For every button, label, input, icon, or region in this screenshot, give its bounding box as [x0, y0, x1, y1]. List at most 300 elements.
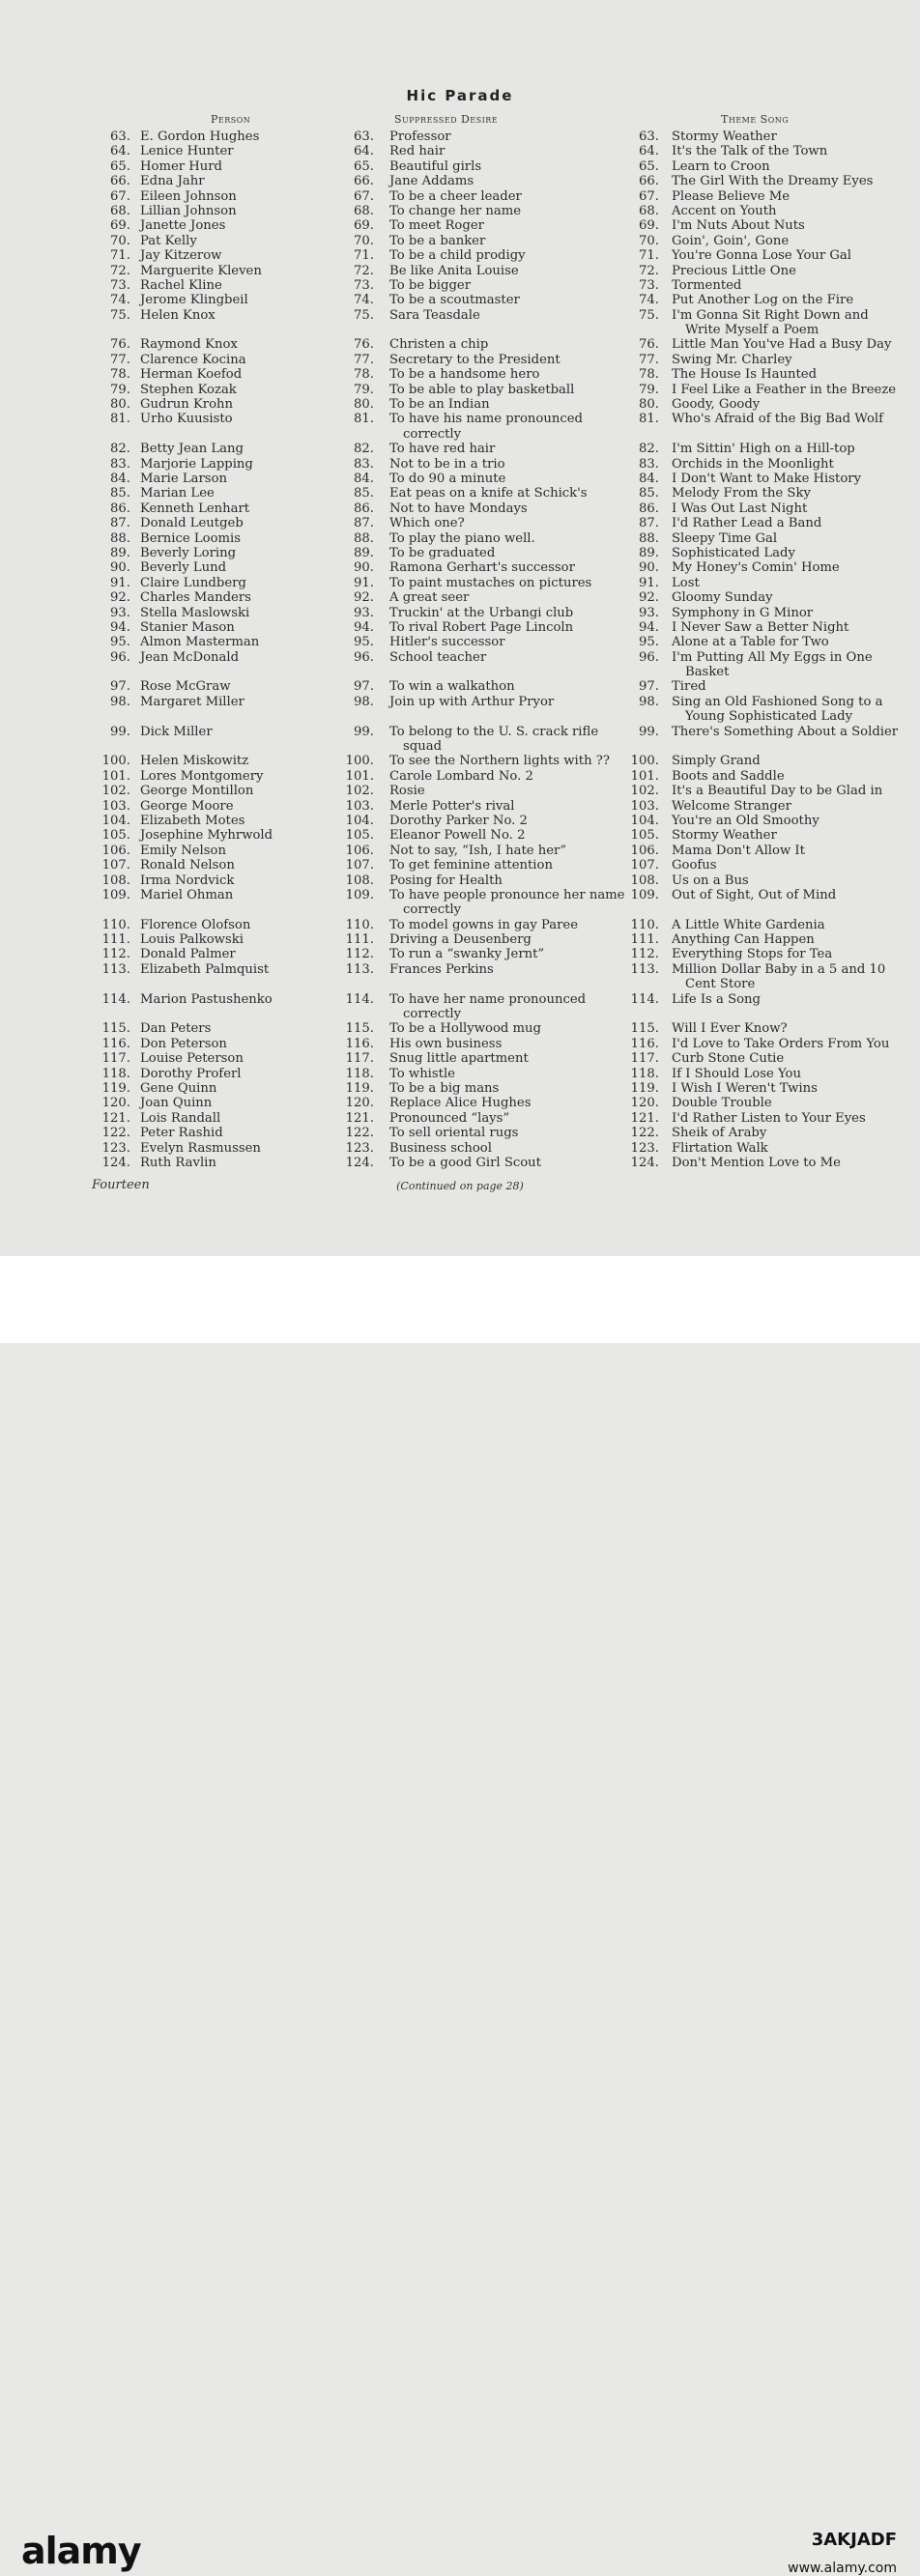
desire-entry-text: Driving a Deusenberg: [389, 932, 532, 948]
person-entry-number: 114.: [101, 991, 130, 1007]
person-entry-text: Stanier Mason: [140, 619, 235, 635]
person-entry-number: 110.: [101, 917, 130, 932]
song-entry-number: 108.: [630, 873, 659, 888]
person-entry-text: Josephine Myhrwold: [140, 828, 273, 844]
person-entry-text: Jerome Klingbeil: [140, 293, 248, 308]
desire-entry-text: squad: [403, 739, 443, 755]
person-entry-number: 111.: [101, 932, 130, 948]
song-entry-text: Who's Afraid of the Big Bad Wolf: [672, 412, 883, 427]
desire-entry-text: Business school: [389, 1140, 492, 1156]
song-entry-text: Anything Can Happen: [672, 932, 815, 948]
song-entry-text: The Girl With the Dreamy Eyes: [672, 174, 874, 189]
song-entry-text: Gloomy Sunday: [672, 590, 773, 606]
desire-entry-number: 111.: [345, 932, 374, 948]
desire-entry-text: To play the piano well.: [389, 530, 535, 546]
person-entry-text: Lores Montgomery: [140, 768, 264, 784]
person-entry-text: Marian Lee: [140, 486, 215, 501]
person-entry-text: Louise Peterson: [140, 1051, 244, 1067]
song-entry-text: The House Is Haunted: [672, 367, 818, 383]
person-entry-text: Dick Miller: [140, 724, 213, 739]
song-entry-text: Basket: [685, 665, 730, 680]
person-entry-number: 109.: [101, 887, 130, 902]
song-entry-text: Precious Little One: [672, 263, 796, 278]
desire-entry-number: 107.: [345, 858, 374, 873]
song-entry-number: 112.: [630, 947, 659, 962]
person-entry-text: Lillian Johnson: [140, 203, 237, 218]
song-entry-number: 66.: [639, 174, 659, 189]
person-entry-number: 123.: [101, 1140, 130, 1156]
desire-entry-number: 70.: [354, 233, 374, 248]
desire-entry-number: 84.: [354, 471, 374, 486]
desire-entry-number: 100.: [345, 754, 374, 769]
person-entry-text: Dan Peters: [140, 1021, 212, 1037]
desire-entry-number: 69.: [354, 218, 374, 234]
song-entry-text: Million Dollar Baby in a 5 and 10: [672, 961, 886, 977]
desire-entry-text: To belong to the U. S. crack rifle: [389, 724, 599, 739]
person-entry-text: Donald Leutgeb: [140, 516, 244, 531]
song-entry-number: 107.: [630, 858, 659, 873]
desire-entry-text: correctly: [403, 902, 462, 918]
song-entry-text: Cent Store: [685, 977, 756, 992]
song-entry-text: Tormented: [672, 277, 742, 293]
brand-logo: alamy: [21, 2530, 141, 2572]
person-entry-number: 69.: [110, 218, 130, 234]
song-entry-number: 64.: [639, 144, 659, 159]
person-entry-number: 94.: [110, 619, 130, 635]
song-entry-text: Little Man You've Had a Busy Day: [672, 337, 892, 353]
song-entry-number: 104.: [630, 813, 659, 828]
desire-entry-number: 93.: [354, 605, 374, 620]
watermark-band: [0, 1256, 920, 2576]
desire-entry-text: To be a banker: [389, 233, 486, 248]
person-entry-number: 124.: [101, 1155, 130, 1170]
song-entry-number: 119.: [630, 1081, 659, 1096]
song-entry-number: 123.: [630, 1140, 659, 1156]
desire-entry-number: 71.: [354, 248, 374, 264]
desire-entry-text: Hitler's successor: [389, 635, 505, 650]
person-entry-number: 112.: [101, 947, 130, 962]
desire-entry-text: To have his name pronounced: [389, 412, 583, 427]
desire-entry-number: 63.: [354, 129, 374, 144]
desire-entry-number: 79.: [354, 382, 374, 397]
person-entry-number: 99.: [110, 724, 130, 739]
person-entry-text: Beverly Loring: [140, 545, 237, 560]
song-entry-text: Double Trouble: [672, 1096, 772, 1111]
song-entry-text: A Little White Gardenia: [672, 917, 825, 932]
desire-entry-number: 73.: [354, 277, 374, 293]
person-entry-number: 105.: [101, 828, 130, 844]
person-entry-number: 116.: [101, 1036, 130, 1051]
song-entry-number: 76.: [639, 337, 659, 353]
magazine-page: [0, 0, 920, 1256]
desire-entry-text: To meet Roger: [389, 218, 484, 234]
desire-entry-number: 66.: [354, 174, 374, 189]
song-entry-number: 96.: [639, 649, 659, 665]
desire-entry-number: 98.: [354, 694, 374, 709]
person-entry-number: 83.: [110, 456, 130, 472]
song-entry-text: Don't Mention Love to Me: [672, 1155, 841, 1170]
person-entry-text: Claire Lundberg: [140, 575, 246, 590]
desire-entry-text: To be able to play basketball: [389, 382, 575, 397]
song-entry-number: 117.: [630, 1051, 659, 1067]
person-entry-number: 68.: [110, 203, 130, 218]
desire-entry-text: Eleanor Powell No. 2: [389, 828, 526, 844]
person-entry-text: Jay Kitzerow: [140, 248, 222, 264]
person-entry-text: Elizabeth Palmquist: [140, 961, 270, 977]
desire-entry-text: To run a “swanky Jernt”: [389, 947, 545, 962]
person-entry-text: Marion Pastushenko: [140, 991, 273, 1007]
person-entry-text: Jean McDonald: [140, 649, 240, 665]
person-entry-text: Kenneth Lenhart: [140, 501, 250, 516]
person-entry-text: Donald Palmer: [140, 947, 236, 962]
person-entry-text: Janette Jones: [140, 218, 226, 234]
person-entry-text: Eileen Johnson: [140, 188, 237, 204]
desire-entry-text: To see the Northern lights with ??: [389, 754, 610, 769]
desire-entry-text: To be a big mans: [389, 1081, 500, 1096]
person-entry-number: 92.: [110, 590, 130, 606]
desire-entry-text: Not to have Mondays: [389, 501, 528, 516]
song-entry-number: 69.: [639, 218, 659, 234]
desire-entry-text: To be a good Girl Scout: [389, 1155, 541, 1170]
person-entry-number: 120.: [101, 1096, 130, 1111]
header-person: Person: [211, 113, 251, 126]
song-entry-text: You're an Old Smoothy: [672, 813, 819, 828]
song-entry-text: I Feel Like a Feather in the Breeze: [672, 382, 897, 397]
person-entry-number: 98.: [110, 694, 130, 709]
song-entry-number: 84.: [639, 471, 659, 486]
person-entry-number: 64.: [110, 144, 130, 159]
person-entry-number: 97.: [110, 679, 130, 695]
desire-entry-text: Be like Anita Louise: [389, 263, 519, 278]
song-entry-text: Orchids in the Moonlight: [672, 456, 834, 472]
song-entry-text: I'd Love to Take Orders From You: [672, 1036, 890, 1051]
song-entry-text: Us on a Bus: [672, 873, 749, 888]
desire-entry-text: Eat peas on a knife at Schick's: [389, 486, 588, 501]
person-entry-text: Ronald Nelson: [140, 858, 235, 873]
person-entry-text: Evelyn Rasmussen: [140, 1140, 261, 1156]
person-entry-text: Gudrun Krohn: [140, 397, 234, 413]
desire-entry-text: Merle Potter's rival: [389, 798, 515, 814]
person-entry-text: Almon Masterman: [140, 635, 260, 650]
song-entry-number: 83.: [639, 456, 659, 472]
person-entry-number: 104.: [101, 813, 130, 828]
desire-entry-number: 81.: [354, 412, 374, 427]
desire-entry-text: Posing for Health: [389, 873, 503, 888]
song-entry-number: 116.: [630, 1036, 659, 1051]
song-entry-number: 90.: [639, 560, 659, 576]
person-entry-number: 85.: [110, 486, 130, 501]
desire-entry-number: 97.: [354, 679, 374, 695]
song-entry-text: It's a Beautiful Day to be Glad in: [672, 784, 883, 799]
song-entry-number: 109.: [630, 887, 659, 902]
desire-entry-text: A great seer: [389, 590, 470, 606]
song-entry-text: I'm Gonna Sit Right Down and: [672, 307, 869, 323]
person-entry-number: 118.: [101, 1066, 130, 1081]
person-entry-text: Charles Manders: [140, 590, 251, 606]
person-entry-text: Lois Randall: [140, 1110, 221, 1126]
song-entry-text: Mama Don't Allow It: [672, 843, 805, 858]
desire-entry-text: To paint mustaches on pictures: [389, 575, 592, 590]
desire-entry-text: To be a child prodigy: [389, 248, 526, 264]
desire-entry-text: Carole Lombard No. 2: [389, 768, 533, 784]
song-entry-text: Curb Stone Cutie: [672, 1051, 785, 1067]
desire-entry-text: To be graduated: [389, 545, 496, 560]
desire-entry-text: To whistle: [389, 1066, 455, 1081]
desire-entry-text: Rosie: [389, 784, 425, 799]
song-entry-number: 87.: [639, 516, 659, 531]
person-entry-text: Mariel Ohman: [140, 887, 234, 902]
desire-entry-text: Red hair: [389, 144, 446, 159]
person-entry-number: 106.: [101, 843, 130, 858]
header-song: Theme Song: [721, 113, 790, 126]
song-entry-text: Welcome Stranger: [672, 798, 791, 814]
desire-entry-number: 91.: [354, 575, 374, 590]
desire-entry-text: To get feminine attention: [389, 858, 553, 873]
song-entry-number: 97.: [639, 679, 659, 695]
person-entry-text: Pat Kelly: [140, 233, 197, 248]
desire-entry-text: School teacher: [389, 649, 487, 665]
person-entry-text: Betty Jean Lang: [140, 442, 244, 457]
desire-entry-text: To model gowns in gay Paree: [389, 917, 579, 932]
person-entry-number: 72.: [110, 263, 130, 278]
desire-entry-text: Jane Addams: [389, 174, 474, 189]
desire-entry-text: Snug little apartment: [389, 1051, 529, 1067]
song-entry-number: 70.: [639, 233, 659, 248]
song-entry-number: 106.: [630, 843, 659, 858]
song-entry-number: 95.: [639, 635, 659, 650]
song-entry-number: 82.: [639, 442, 659, 457]
song-entry-text: I'd Rather Lead a Band: [672, 516, 822, 531]
desire-entry-number: 96.: [354, 649, 374, 665]
person-entry-number: 100.: [101, 754, 130, 769]
song-entry-number: 101.: [630, 768, 659, 784]
person-entry-text: Edna Jahr: [140, 174, 205, 189]
desire-entry-text: To sell oriental rugs: [389, 1126, 519, 1141]
person-entry-number: 87.: [110, 516, 130, 531]
person-entry-number: 80.: [110, 397, 130, 413]
desire-entry-text: To have her name pronounced: [389, 991, 587, 1007]
song-entry-number: 118.: [630, 1066, 659, 1081]
desire-entry-number: 112.: [345, 947, 374, 962]
song-entry-text: You're Gonna Lose Your Gal: [672, 248, 851, 264]
person-entry-text: Herman Koefod: [140, 367, 243, 383]
person-entry-text: Margaret Miller: [140, 694, 244, 709]
desire-entry-text: To rival Robert Page Lincoln: [389, 619, 574, 635]
desire-entry-number: 121.: [345, 1110, 374, 1126]
desire-entry-text: Professor: [389, 129, 451, 144]
person-entry-text: Bernice Loomis: [140, 530, 242, 546]
brand-url: www.alamy.com: [788, 2561, 897, 2576]
song-entry-number: 85.: [639, 486, 659, 501]
song-entry-text: Learn to Croon: [672, 158, 770, 174]
person-entry-number: 86.: [110, 501, 130, 516]
song-entry-text: Sheik of Araby: [672, 1126, 767, 1141]
person-entry-text: Ruth Ravlin: [140, 1155, 216, 1170]
desire-entry-number: 105.: [345, 828, 374, 844]
desire-entry-number: 113.: [345, 961, 374, 977]
person-entry-number: 89.: [110, 545, 130, 560]
song-entry-text: Swing Mr. Charley: [672, 352, 792, 367]
desire-entry-text: To do 90 a minute: [389, 471, 506, 486]
song-entry-number: 79.: [639, 382, 659, 397]
song-entry-text: Out of Sight, Out of Mind: [672, 887, 837, 902]
person-entry-text: Stella Maslowski: [140, 605, 250, 620]
desire-entry-text: Sara Teasdale: [389, 307, 480, 323]
desire-entry-number: 90.: [354, 560, 374, 576]
person-entry-number: 73.: [110, 277, 130, 293]
desire-entry-text: To change her name: [389, 203, 522, 218]
song-entry-number: 122.: [630, 1126, 659, 1141]
person-entry-number: 77.: [110, 352, 130, 367]
desire-entry-number: 92.: [354, 590, 374, 606]
song-entry-text: Put Another Log on the Fire: [672, 293, 854, 308]
desire-entry-text: To have people pronounce her name: [389, 887, 625, 902]
song-entry-number: 68.: [639, 203, 659, 218]
song-entry-text: It's the Talk of the Town: [672, 144, 828, 159]
song-entry-text: Sleepy Time Gal: [672, 530, 778, 546]
person-entry-text: Beverly Lund: [140, 560, 227, 576]
desire-entry-text: Ramona Gerhart's successor: [389, 560, 575, 576]
person-entry-number: 117.: [101, 1051, 130, 1067]
desire-entry-number: 114.: [345, 991, 374, 1007]
person-entry-text: Peter Rashid: [140, 1126, 223, 1141]
person-entry-text: George Moore: [140, 798, 234, 814]
song-entry-text: Melody From the Sky: [672, 486, 811, 501]
song-entry-text: If I Should Lose You: [672, 1066, 801, 1081]
desire-entry-number: 119.: [345, 1081, 374, 1096]
song-entry-number: 80.: [639, 397, 659, 413]
desire-entry-number: 89.: [354, 545, 374, 560]
desire-entry-text: To have red hair: [389, 442, 496, 457]
person-entry-text: Rose McGraw: [140, 679, 231, 695]
person-entry-number: 66.: [110, 174, 130, 189]
person-entry-number: 74.: [110, 293, 130, 308]
desire-entry-number: 85.: [354, 486, 374, 501]
desire-entry-number: 99.: [354, 724, 374, 739]
song-entry-text: There's Something About a Soldier: [672, 724, 899, 739]
person-entry-text: Irma Nordvick: [140, 873, 235, 888]
song-entry-number: 73.: [639, 277, 659, 293]
desire-entry-text: Dorothy Parker No. 2: [389, 813, 528, 828]
desire-entry-number: 110.: [345, 917, 374, 932]
desire-entry-number: 86.: [354, 501, 374, 516]
person-entry-text: Raymond Knox: [140, 337, 238, 353]
song-entry-text: Symphony in G Minor: [672, 605, 814, 620]
song-entry-text: Alone at a Table for Two: [672, 635, 829, 650]
desire-entry-text: His own business: [389, 1036, 503, 1051]
person-entry-text: Louis Palkowski: [140, 932, 244, 948]
desire-entry-number: 75.: [354, 307, 374, 323]
person-entry-number: 121.: [101, 1110, 130, 1126]
desire-entry-number: 120.: [345, 1096, 374, 1111]
person-entry-number: 91.: [110, 575, 130, 590]
person-entry-text: Emily Nelson: [140, 843, 226, 858]
desire-entry-text: Beautiful girls: [389, 158, 482, 174]
desire-entry-text: Replace Alice Hughes: [389, 1096, 532, 1111]
header-desire: Suppressed Desire: [394, 113, 499, 126]
song-entry-text: I Don't Want to Make History: [672, 471, 862, 486]
desire-entry-number: 116.: [345, 1036, 374, 1051]
song-entry-number: 81.: [639, 412, 659, 427]
song-entry-number: 124.: [630, 1155, 659, 1170]
desire-entry-text: Not to be in a trio: [389, 456, 505, 472]
song-entry-text: Goody, Goody: [672, 397, 761, 413]
song-entry-text: Write Myself a Poem: [685, 323, 819, 338]
song-entry-text: Please Believe Me: [672, 188, 791, 204]
person-entry-number: 93.: [110, 605, 130, 620]
desire-entry-number: 94.: [354, 619, 374, 635]
desire-entry-number: 102.: [345, 784, 374, 799]
person-entry-number: 113.: [101, 961, 130, 977]
person-entry-number: 82.: [110, 442, 130, 457]
song-entry-text: Tired: [672, 679, 706, 695]
song-entry-text: I'd Rather Listen to Your Eyes: [672, 1110, 866, 1126]
desire-entry-text: correctly: [403, 1007, 462, 1022]
person-entry-number: 122.: [101, 1126, 130, 1141]
person-entry-number: 63.: [110, 129, 130, 144]
desire-entry-text: Christen a chip: [389, 337, 489, 353]
song-entry-number: 88.: [639, 530, 659, 546]
song-entry-number: 74.: [639, 293, 659, 308]
continued-note: (Continued on page 28): [396, 1180, 524, 1192]
song-entry-text: Will I Ever Know?: [672, 1021, 788, 1037]
person-entry-text: Elizabeth Motes: [140, 813, 245, 828]
person-entry-number: 78.: [110, 367, 130, 383]
song-entry-text: My Honey's Comin' Home: [672, 560, 840, 576]
song-entry-number: 120.: [630, 1096, 659, 1111]
person-entry-number: 81.: [110, 412, 130, 427]
desire-entry-number: 72.: [354, 263, 374, 278]
person-entry-text: Marie Larson: [140, 471, 228, 486]
desire-entry-number: 106.: [345, 843, 374, 858]
desire-entry-text: To be an Indian: [389, 397, 490, 413]
desire-entry-text: To win a walkathon: [389, 679, 515, 695]
song-entry-number: 110.: [630, 917, 659, 932]
person-entry-text: E. Gordon Hughes: [140, 129, 260, 144]
desire-entry-number: 95.: [354, 635, 374, 650]
song-entry-text: Stormy Weather: [672, 129, 777, 144]
song-entry-text: Life Is a Song: [672, 991, 761, 1007]
desire-entry-number: 78.: [354, 367, 374, 383]
desire-entry-number: 87.: [354, 516, 374, 531]
person-entry-text: Dorothy Proferl: [140, 1066, 242, 1081]
song-entry-number: 100.: [630, 754, 659, 769]
person-entry-number: 65.: [110, 158, 130, 174]
song-entry-text: I'm Sittin' High on a Hill-top: [672, 442, 855, 457]
song-entry-text: Goin', Goin', Gone: [672, 233, 790, 248]
person-entry-text: Stephen Kozak: [140, 382, 237, 397]
person-entry-number: 75.: [110, 307, 130, 323]
song-entry-number: 93.: [639, 605, 659, 620]
person-entry-number: 101.: [101, 768, 130, 784]
desire-entry-number: 76.: [354, 337, 374, 353]
desire-entry-number: 101.: [345, 768, 374, 784]
song-entry-text: I'm Putting All My Eggs in One: [672, 649, 873, 665]
desire-entry-number: 67.: [354, 188, 374, 204]
person-entry-number: 107.: [101, 858, 130, 873]
image-id: 3AKJADF: [811, 2530, 897, 2550]
desire-entry-text: Which one?: [389, 516, 465, 531]
person-entry-text: Marguerite Kleven: [140, 263, 262, 278]
desire-entry-number: 65.: [354, 158, 374, 174]
song-entry-number: 67.: [639, 188, 659, 204]
person-entry-number: 71.: [110, 248, 130, 264]
song-entry-number: 77.: [639, 352, 659, 367]
desire-entry-number: 122.: [345, 1126, 374, 1141]
desire-entry-number: 104.: [345, 813, 374, 828]
person-entry-number: 70.: [110, 233, 130, 248]
desire-entry-number: 117.: [345, 1051, 374, 1067]
